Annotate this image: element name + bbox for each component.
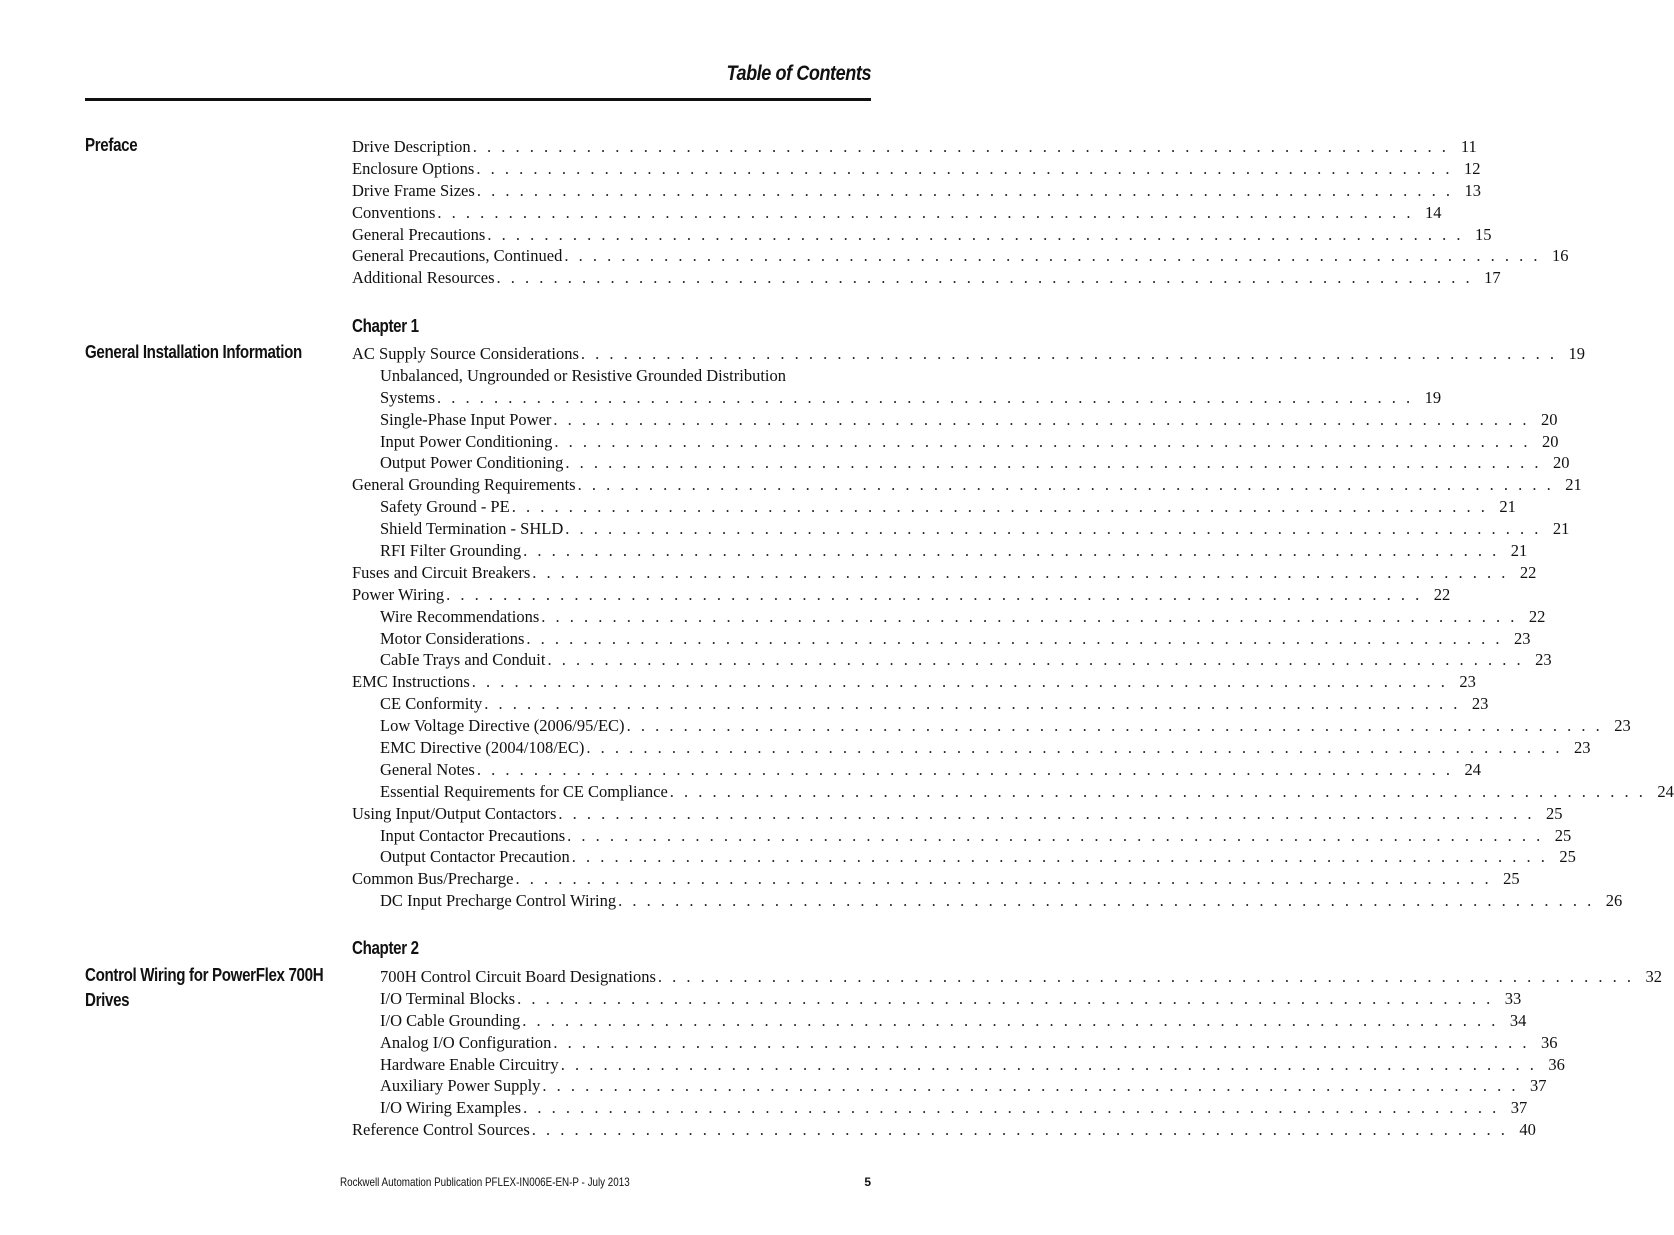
toc-entry[interactable]	[352, 628, 1531, 650]
footer-publication: Rockwell Automation Publication PFLEX-IN006E-EN-P - July 2013	[340, 1175, 630, 1189]
toc-page-number: 23	[1574, 738, 1591, 758]
dot-leader: . . . . . . . . . . . . . . . . . . . . . . . . . . . . . . . . . . . . . . . . . . . . . . . . . . . . . . . . . . . . . . . . . . . . .	[476, 158, 1453, 178]
toc-page-number: 23	[1514, 628, 1531, 648]
toc-entry-title: EMC Directive (2004/108/EC)	[380, 738, 585, 758]
toc-page-number: 22	[1433, 584, 1451, 604]
chapter-label-1: Chapter 1	[352, 316, 419, 336]
toc-entry-title: Safety Ground - PE	[380, 497, 510, 517]
toc-entry-title: Shield Termination - SHLD	[380, 519, 564, 539]
toc-page-number: 25	[1503, 869, 1520, 889]
toc-entry[interactable]	[352, 452, 1570, 474]
dot-leader: . . . . . . . . . . . . . . . . . . . . . . . . . . . . . . . . . . . . . . . . . . . . . . . . . . . . . . . . . . . . . . . . . . . . .	[554, 431, 1531, 451]
toc-page-number: 20	[1541, 431, 1559, 451]
toc-page-number: 21	[1510, 541, 1528, 561]
dot-leader: . . . . . . . . . . . . . . . . . . . . . . . . . . . . . . . . . . . . . . . . . . . . . . . . . . . . . . . . . . . . . . . . . . . . .	[517, 988, 1494, 1008]
dot-leader: . . . . . . . . . . . . . . . . . . . . . . . . . . . . . . . . . . . . . . . . . . . . . . . . . . . . . . . . . . . . . . . . . . . . .	[577, 475, 1554, 495]
section-heading-line: Drives	[85, 990, 130, 1010]
dot-leader: . . . . . . . . . . . . . . . . . . . . . . . . . . . . . . . . . . . . . . . . . . . . . . . . . . . . . . . . . . . . . . . . . . . . .	[558, 803, 1535, 823]
dot-leader: . . . . . . . . . . . . . . . . . . . . . . . . . . . . . . . . . . . . . . . . . . . . . . . . . . . . . . . . . . . . . . . . . . . . .	[522, 1010, 1499, 1030]
title-rule	[85, 98, 871, 101]
toc-entry-title: Additional Resources	[352, 268, 495, 288]
toc-page-number: 22	[1519, 562, 1537, 582]
toc-entry[interactable]	[352, 649, 1552, 671]
toc-page-number: 40	[1519, 1120, 1536, 1140]
toc-page-number: 11	[1460, 137, 1477, 156]
toc-page-number: 24	[1657, 781, 1674, 801]
toc-entry-title: Auxiliary Power Supply	[380, 1076, 541, 1096]
toc-page-number: 14	[1425, 202, 1442, 222]
dot-leader: . . . . . . . . . . . . . . . . . . . . . . . . . . . . . . . . . . . . . . . . . . . . . . . . . . . . . . . . . . . . . . . . . . . . .	[565, 519, 1542, 539]
toc-entry-title: Output Contactor Precaution	[380, 847, 570, 867]
dot-leader: . . . . . . . . . . . . . . . . . . . . . . . . . . . . . . . . . . . . . . . . . . . . . . . . . . . . . . . . . . . . . . . . . . . . .	[580, 344, 1557, 363]
dot-leader: . . . . . . . . . . . . . . . . . . . . . . . . . . . . . . . . . . . . . . . . . . . . . . . . . . . . . . . . . . . . . . . . . . . . .	[484, 694, 1461, 714]
toc-page-number: 17	[1484, 268, 1501, 288]
toc-entry-title: Fuses and Circuit Breakers	[352, 562, 531, 582]
section-heading-control-wiring	[85, 963, 324, 1013]
toc-entry-title: Low Voltage Directive (2006/95/EC)	[380, 716, 625, 736]
toc-page-number: 34	[1509, 1010, 1527, 1030]
toc-entry-title: Common Bus/Precharge	[352, 869, 514, 889]
toc-entry-title: Hardware Enable Circuitry	[380, 1054, 559, 1074]
dot-leader: . . . . . . . . . . . . . . . . . . . . . . . . . . . . . . . . . . . . . . . . . . . . . . . . . . . . . . . . . . . . . . . . . . . . .	[571, 847, 1548, 867]
toc-page-number: 23	[1614, 716, 1631, 736]
footer-page-number: 5	[864, 1175, 871, 1189]
toc-entry[interactable]	[352, 224, 1492, 246]
dot-leader: . . . . . . . . . . . . . . . . . . . . . . . . . . . . . . . . . . . . . . . . . . . . . . . . . . . . . . . . . . . . . . . . . . . . .	[553, 409, 1530, 429]
toc-entry[interactable]	[352, 803, 1563, 825]
toc-entry[interactable]	[352, 846, 1576, 868]
toc-entry-title: Output Power Conditioning	[380, 453, 564, 473]
toc-entry-title: CE Conformity	[380, 694, 483, 714]
dot-leader: . . . . . . . . . . . . . . . . . . . . . . . . . . . . . . . . . . . . . . . . . . . . . . . . . . . . . . . . . . . . . . . . . . . . .	[523, 541, 1500, 561]
toc-entry-title: AC Supply Source Considerations	[352, 344, 579, 363]
toc-entry-title: I/O Wiring Examples	[380, 1098, 522, 1118]
dot-leader: . . . . . . . . . . . . . . . . . . . . . . . . . . . . . . . . . . . . . . . . . . . . . . . . . . . . . . . . . . . . . . . . . . . . .	[560, 1054, 1537, 1074]
toc-entry-title: CabIe Trays and Conduit	[380, 650, 546, 670]
toc-entry-title: Enclosure Options	[352, 158, 475, 178]
toc-entry[interactable]	[352, 409, 1558, 431]
dot-leader: . . . . . . . . . . . . . . . . . . . . . . . . . . . . . . . . . . . . . . . . . . . . . . . . . . . . . . . . . . . . . . . . . . . . .	[437, 202, 1414, 222]
toc-page-number: 22	[1528, 606, 1546, 626]
toc-page-number: 19	[1424, 387, 1442, 407]
toc-entry[interactable]	[352, 671, 1476, 693]
toc-entry[interactable]	[352, 387, 1442, 409]
dot-leader: . . . . . . . . . . . . . . . . . . . . . . . . . . . . . . . . . . . . . . . . . . . . . . . . . . . . . . . . . . . . . . . . . . . . .	[541, 606, 1518, 626]
dot-leader: . . . . . . . . . . . . . . . . . . . . . . . . . . . . . . . . . . . . . . . . . . . . . . . . . . . . . . . . . . . . . . . . . . . . .	[626, 716, 1603, 736]
dot-leader: . . . . . . . . . . . . . . . . . . . . . . . . . . . . . . . . . . . . . . . . . . . . . . . . . . . . . . . . . . . . . . . . . . . . .	[564, 246, 1541, 266]
dot-leader: . . . . . . . . . . . . . . . . . . . . . . . . . . . . . . . . . . . . . . . . . . . . . . . . . . . . . . . . . . . . . . . . . . . . .	[476, 759, 1453, 779]
dot-leader: . . . . . . . . . . . . . . . . . . . . . . . . . . . . . . . . . . . . . . . . . . . . . . . . . . . . . . . . . . . . . . . . . . . . .	[586, 738, 1563, 758]
toc-entry-title: Drive Description	[352, 137, 471, 156]
toc-entry-title: General Grounding Requirements	[352, 475, 576, 495]
toc-entry[interactable]	[352, 584, 1451, 606]
toc-page-number: 15	[1474, 224, 1492, 244]
toc-entry-title: Conventions	[352, 202, 436, 222]
dot-leader: . . . . . . . . . . . . . . . . . . . . . . . . . . . . . . . . . . . . . . . . . . . . . . . . . . . . . . . . . . . . . . . . . . . . .	[471, 672, 1448, 692]
toc-entry-title: Wire Recommendations	[380, 606, 540, 626]
toc-entry-title: General Precautions, Continued	[352, 246, 563, 266]
toc-entry[interactable]	[352, 988, 1522, 1010]
toc-entry-title: EMC Instructions	[352, 672, 470, 692]
toc-entry[interactable]	[352, 474, 1582, 496]
toc-entry[interactable]	[352, 431, 1559, 453]
toc-page-number: 23	[1459, 672, 1476, 692]
toc-entry[interactable]	[352, 202, 1442, 224]
toc-list-chapter-2	[352, 966, 1663, 1141]
toc-entry[interactable]	[352, 606, 1546, 628]
dot-leader: . . . . . . . . . . . . . . . . . . . . . . . . . . . . . . . . . . . . . . . . . . . . . . . . . . . . . . . . . . . . . . . . . . . . .	[515, 869, 1492, 889]
toc-entry-title: Analog I/O Configuration	[380, 1032, 552, 1052]
toc-page-number: 25	[1554, 825, 1572, 845]
toc-page-number: 21	[1499, 497, 1516, 517]
section-heading-preface: Preface	[85, 135, 138, 155]
toc-page-number: 37	[1530, 1076, 1547, 1096]
section-heading-line: Control Wiring for PowerFlex 700H	[85, 965, 324, 985]
toc-page-number: 36	[1548, 1054, 1565, 1074]
dot-leader: . . . . . . . . . . . . . . . . . . . . . . . . . . . . . . . . . . . . . . . . . . . . . . . . . . . . . . . . . . . . . . . . . . . . .	[511, 497, 1488, 517]
dot-leader: . . . . . . . . . . . . . . . . . . . . . . . . . . . . . . . . . . . . . . . . . . . . . . . . . . . . . . . . . . . . . . . . . . . . .	[532, 562, 1509, 582]
toc-entry[interactable]	[352, 1054, 1565, 1076]
toc-page-number: 20	[1552, 453, 1570, 473]
toc-page-number: 16	[1551, 246, 1569, 266]
toc-entry-title: Power Wiring	[352, 584, 445, 604]
dot-leader: . . . . . . . . . . . . . . . . . . . . . . . . . . . . . . . . . . . . . . . . . . . . . . . . . . . . . . . . . . . . . . . . . . . . .	[487, 224, 1464, 244]
dot-leader: . . . . . . . . . . . . . . . . . . . . . . . . . . . . . . . . . . . . . . . . . . . . . . . . . . . . . . . . . . . . . . . . . . . . .	[496, 268, 1473, 288]
dot-leader: . . . . . . . . . . . . . . . . . . . . . . . . . . . . . . . . . . . . . . . . . . . . . . . . . . . . . . . . . . . . . . . . . . . . .	[476, 180, 1453, 200]
toc-entry-title: 700H Control Circuit Board Designations	[380, 967, 656, 986]
toc-entry-title: Reference Control Sources	[352, 1120, 530, 1140]
toc-entry[interactable]	[352, 136, 1477, 158]
toc-page-number: 25	[1546, 803, 1563, 823]
toc-entry-title: General Precautions	[352, 224, 486, 244]
toc-entry[interactable]	[352, 890, 1623, 912]
toc-page-number: 26	[1605, 891, 1623, 911]
dot-leader: . . . . . . . . . . . . . . . . . . . . . . . . . . . . . . . . . . . . . . . . . . . . . . . . . . . . . . . . . . . . . . . . . . . . .	[531, 1120, 1508, 1140]
dot-leader: . . . . . . . . . . . . . . . . . . . . . . . . . . . . . . . . . . . . . . . . . . . . . . . . . . . . . . . . . . . . . . . . . . . . .	[567, 825, 1544, 845]
toc-page-number: 23	[1535, 650, 1552, 670]
toc-page-number: 21	[1552, 519, 1570, 539]
section-heading-general-installation: General Installation Information	[85, 342, 302, 362]
toc-page-number: 32	[1645, 967, 1663, 986]
toc-entry-title: Using Input/Output Contactors	[352, 803, 557, 823]
toc-entry[interactable]	[352, 1010, 1527, 1032]
dot-leader: . . . . . . . . . . . . . . . . . . . . . . . . . . . . . . . . . . . . . . . . . . . . . . . . . . . . . . . . . . . . . . . . . . . . .	[542, 1076, 1519, 1096]
dot-leader: . . . . . . . . . . . . . . . . . . . . . . . . . . . . . . . . . . . . . . . . . . . . . . . . . . . . . . . . . . . . . . . . . . . . .	[553, 1032, 1530, 1052]
dot-leader: . . . . . . . . . . . . . . . . . . . . . . . . . . . . . . . . . . . . . . . . . . . . . . . . . . . . . . . . . . . . . . . . . . . . .	[565, 453, 1542, 473]
toc-entry[interactable]	[352, 1119, 1536, 1141]
dot-leader: . . . . . . . . . . . . . . . . . . . . . . . . . . . . . . . . . . . . . . . . . . . . . . . . . . . . . . . . . . . . . . . . . . . . .	[437, 387, 1414, 407]
toc-entry-title: Drive Frame Sizes	[352, 180, 475, 200]
toc-entry[interactable]	[352, 825, 1572, 847]
toc-entry[interactable]	[352, 540, 1528, 562]
toc-page-number: 13	[1464, 180, 1481, 200]
toc-entry[interactable]	[352, 1075, 1547, 1097]
toc-page-number: 25	[1559, 847, 1576, 867]
toc-page-number: 37	[1510, 1098, 1528, 1118]
toc-page-number: 20	[1541, 409, 1558, 429]
toc-entry[interactable]	[352, 1032, 1558, 1054]
toc-entry-title: Essential Requirements for CE Compliance	[380, 781, 668, 801]
toc-page-number: 21	[1565, 475, 1582, 495]
dot-leader: . . . . . . . . . . . . . . . . . . . . . . . . . . . . . . . . . . . . . . . . . . . . . . . . . . . . . . . . . . . . . . . . . . . . .	[526, 628, 1503, 648]
page-title: Table of Contents	[726, 62, 871, 85]
dot-leader: . . . . . . . . . . . . . . . . . . . . . . . . . . . . . . . . . . . . . . . . . . . . . . . . . . . . . . . . . . . . . . . . . . . . .	[547, 650, 1524, 670]
toc-entry-title: Systems	[380, 387, 436, 407]
toc-entry[interactable]	[352, 868, 1520, 890]
toc-entry[interactable]	[352, 759, 1481, 781]
toc-entry[interactable]	[352, 158, 1481, 180]
toc-entry[interactable]	[352, 966, 1663, 988]
toc-entry-title: Single-Phase Input Power	[380, 409, 552, 429]
toc-entry[interactable]	[352, 496, 1516, 518]
toc-page-number: 36	[1541, 1032, 1558, 1052]
toc-entry[interactable]	[352, 518, 1570, 540]
dot-leader: . . . . . . . . . . . . . . . . . . . . . . . . . . . . . . . . . . . . . . . . . . . . . . . . . . . . . . . . . . . . . . . . . . . . .	[446, 584, 1423, 604]
toc-entry[interactable]	[352, 1097, 1528, 1119]
toc-page-number: 33	[1504, 988, 1522, 1008]
toc-entry-title: DC Input Precharge Control Wiring	[380, 891, 617, 911]
toc-entry-title: Input Power Conditioning	[380, 431, 553, 451]
toc-entry[interactable]	[352, 180, 1481, 202]
toc-entry-continued-text: Unbalanced, Ungrounded or Resistive Grounded Distribution	[380, 365, 787, 385]
toc-entry-title: I/O Terminal Blocks	[380, 988, 516, 1008]
toc-entry-title: RFI Filter Grounding	[380, 541, 522, 561]
toc-entry-title: Input Contactor Precautions	[380, 825, 566, 845]
dot-leader: . . . . . . . . . . . . . . . . . . . . . . . . . . . . . . . . . . . . . . . . . . . . . . . . . . . . . . . . . . . . . . . . . . . . .	[669, 781, 1646, 801]
toc-entry-title: Motor Considerations	[380, 628, 525, 648]
toc-entry[interactable]	[352, 343, 1585, 365]
dot-leader: . . . . . . . . . . . . . . . . . . . . . . . . . . . . . . . . . . . . . . . . . . . . . . . . . . . . . . . . . . . . . . . . . . . . .	[523, 1098, 1500, 1118]
toc-entry[interactable]	[352, 693, 1489, 715]
toc-entry[interactable]	[352, 715, 1631, 737]
toc-list-chapter-1	[352, 343, 1674, 912]
toc-entry[interactable]	[352, 267, 1501, 289]
toc-entry[interactable]	[352, 562, 1537, 584]
toc-list-preface	[352, 136, 1569, 289]
toc-page-number: 19	[1568, 344, 1585, 363]
dot-leader: . . . . . . . . . . . . . . . . . . . . . . . . . . . . . . . . . . . . . . . . . . . . . . . . . . . . . . . . . . . . . . . . . . . . .	[657, 967, 1635, 986]
toc-entry-title: General Notes	[380, 759, 475, 779]
toc-entry[interactable]	[352, 781, 1674, 803]
toc-entry[interactable]	[352, 245, 1569, 267]
toc-entry[interactable]	[352, 737, 1591, 759]
toc-entry-title: I/O Cable Grounding	[380, 1010, 521, 1030]
dot-leader: . . . . . . . . . . . . . . . . . . . . . . . . . . . . . . . . . . . . . . . . . . . . . . . . . . . . . . . . . . . . . . . . . . . . .	[472, 137, 1449, 156]
toc-page-number: 12	[1463, 158, 1481, 178]
toc-page-number: 24	[1464, 759, 1481, 779]
toc-page-number: 23	[1471, 694, 1489, 714]
dot-leader: . . . . . . . . . . . . . . . . . . . . . . . . . . . . . . . . . . . . . . . . . . . . . . . . . . . . . . . . . . . . . . . . . . . . .	[618, 891, 1595, 911]
chapter-label-2: Chapter 2	[352, 938, 419, 958]
